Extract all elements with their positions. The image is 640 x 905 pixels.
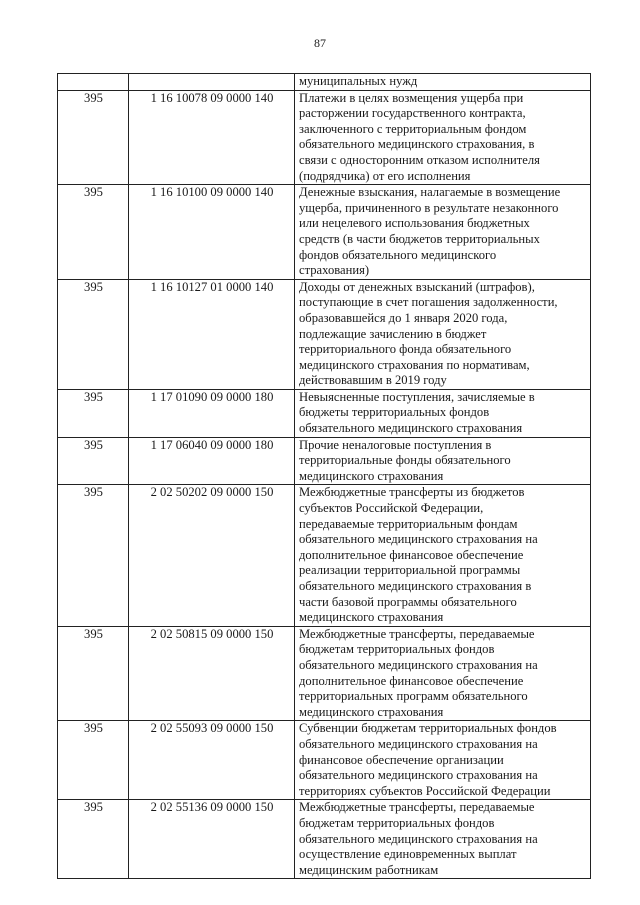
admin-code-cell: 395 (58, 389, 129, 437)
income-name-line: обязательного медицинского страхования на (299, 736, 538, 751)
table-row (58, 279, 591, 389)
income-name-cell (295, 185, 591, 280)
income-name-line: Субвенции бюджетам территориальных фондов (299, 721, 557, 736)
income-name-line: медицинского страхования (299, 468, 444, 483)
income-name-line: медицинским работникам (299, 862, 439, 877)
income-name-line: бюджетам территориальных фондов (299, 815, 495, 830)
budget-code-cell (129, 74, 295, 91)
budget-code-cell: 1 17 01090 09 0000 180 (129, 389, 295, 437)
admin-code-cell: 395 (58, 90, 129, 185)
income-name-line: обязательного медицинского страхования, в (299, 137, 535, 152)
table-row (58, 485, 591, 626)
budget-code-cell: 2 02 50202 09 0000 150 (129, 485, 295, 626)
income-name-line: поступающие в счет погашения задолженности, (299, 295, 558, 310)
income-name-line: Межбюджетные трансферты из бюджетов (299, 485, 525, 500)
income-name-line: финансовое обеспечение организации (299, 752, 504, 767)
table-row (58, 626, 591, 721)
income-name-line: обязательного медицинского страхования (299, 421, 523, 436)
income-name-line: ущерба, причиненного в результате незаконного (299, 200, 559, 215)
page-number: 87 (314, 36, 326, 50)
table-row (58, 437, 591, 485)
income-name-line: осуществление единовременных выплат (299, 847, 517, 862)
table-row (58, 721, 591, 800)
table-body (58, 74, 591, 879)
income-name-line: Невыясненные поступления, зачисляемые в (299, 389, 535, 404)
income-name-cell (295, 74, 591, 91)
income-name-cell (295, 279, 591, 389)
income-name-line: муниципальных нужд (299, 74, 418, 88)
income-name-line: страхования) (299, 263, 370, 278)
budget-code-cell: 2 02 55136 09 0000 150 (129, 800, 295, 879)
income-name-line: субъектов Российской Федерации, (299, 501, 484, 516)
income-name-line: реализации территориальной программы (299, 563, 521, 578)
income-name-line: обязательного медицинского страхования на (299, 768, 538, 783)
income-name-line: медицинского страхования по нормативам, (299, 357, 530, 372)
income-name-line: бюджеты территориальных фондов (299, 405, 490, 420)
income-name-line: (подрядчика) от его исполнения (299, 168, 471, 183)
income-name-line: территориях субъектов Российской Федерации (299, 783, 551, 798)
income-name-line: заключенного с территориальным фондом (299, 121, 527, 136)
budget-code-cell: 1 16 10078 09 0000 140 (129, 90, 295, 185)
income-name-line: медицинского страхования (299, 610, 444, 625)
income-name-line: или нецелевого использования бюджетных (299, 216, 530, 231)
income-name-line: связи с односторонним отказом исполнителя (299, 152, 540, 167)
income-name-cell (295, 389, 591, 437)
income-name-line: образовавшейся до 1 января 2020 года, (299, 310, 508, 325)
admin-code-cell: 395 (58, 800, 129, 879)
income-name-cell (295, 800, 591, 879)
income-name-line: территориального фонда обязательного (299, 342, 512, 357)
budget-code-cell: 1 16 10100 09 0000 140 (129, 185, 295, 280)
admin-code-cell (58, 74, 129, 91)
income-name-cell (295, 485, 591, 626)
income-name-line: фондов обязательного медицинского (299, 247, 497, 262)
income-name-line: обязательного медицинского страхования на (299, 532, 538, 547)
budget-code-cell: 1 17 06040 09 0000 180 (129, 437, 295, 485)
table-row (58, 74, 591, 91)
budget-code-cell: 1 16 10127 01 0000 140 (129, 279, 295, 389)
income-name-line: средств (в части бюджетов территориальных (299, 231, 540, 246)
income-name-line: бюджетам территориальных фондов (299, 642, 495, 657)
income-name-line: Прочие неналоговые поступления в (299, 437, 492, 452)
admin-code-cell: 395 (58, 437, 129, 485)
income-name-cell (295, 90, 591, 185)
income-name-line: обязательного медицинского страхования на (299, 657, 538, 672)
income-name-line: Денежные взыскания, налагаемые в возмещение (299, 185, 561, 200)
admin-code-cell: 395 (58, 721, 129, 800)
income-name-line: дополнительное финансовое обеспечение (299, 547, 524, 562)
table-row (58, 90, 591, 185)
income-name-line: действовавшим в 2019 году (299, 373, 447, 388)
income-name-line: территориальные фонды обязательного (299, 453, 511, 468)
income-name-line: расторжении государственного контракта, (299, 106, 526, 121)
income-name-cell (295, 437, 591, 485)
table-row (58, 185, 591, 280)
income-name-line: территориальных программ обязательного (299, 689, 528, 704)
income-name-cell (295, 721, 591, 800)
budget-classification-table (57, 73, 591, 879)
income-name-line: части базовой программы обязательного (299, 594, 517, 609)
budget-code-cell: 2 02 50815 09 0000 150 (129, 626, 295, 721)
admin-code-cell: 395 (58, 485, 129, 626)
income-name-cell (295, 626, 591, 721)
income-name-line: передаваемые территориальным фондам (299, 516, 518, 531)
income-name-line: Платежи в целях возмещения ущерба при (299, 90, 524, 105)
income-name-line: подлежащие зачислению в бюджет (299, 326, 487, 341)
admin-code-cell: 395 (58, 279, 129, 389)
admin-code-cell: 395 (58, 185, 129, 280)
income-name-line: дополнительное финансовое обеспечение (299, 673, 524, 688)
budget-code-cell: 2 02 55093 09 0000 150 (129, 721, 295, 800)
income-name-line: обязательного медицинского страхования в (299, 579, 532, 593)
income-name-line: Межбюджетные трансферты, передаваемые (299, 626, 535, 641)
income-name-line: обязательного медицинского страхования на (299, 831, 538, 846)
table-row (58, 389, 591, 437)
income-name-line: Межбюджетные трансферты, передаваемые (299, 800, 535, 815)
income-name-line: медицинского страхования (299, 704, 444, 719)
admin-code-cell: 395 (58, 626, 129, 721)
table-row (58, 800, 591, 879)
income-name-line: Доходы от денежных взысканий (штрафов), (299, 279, 535, 294)
